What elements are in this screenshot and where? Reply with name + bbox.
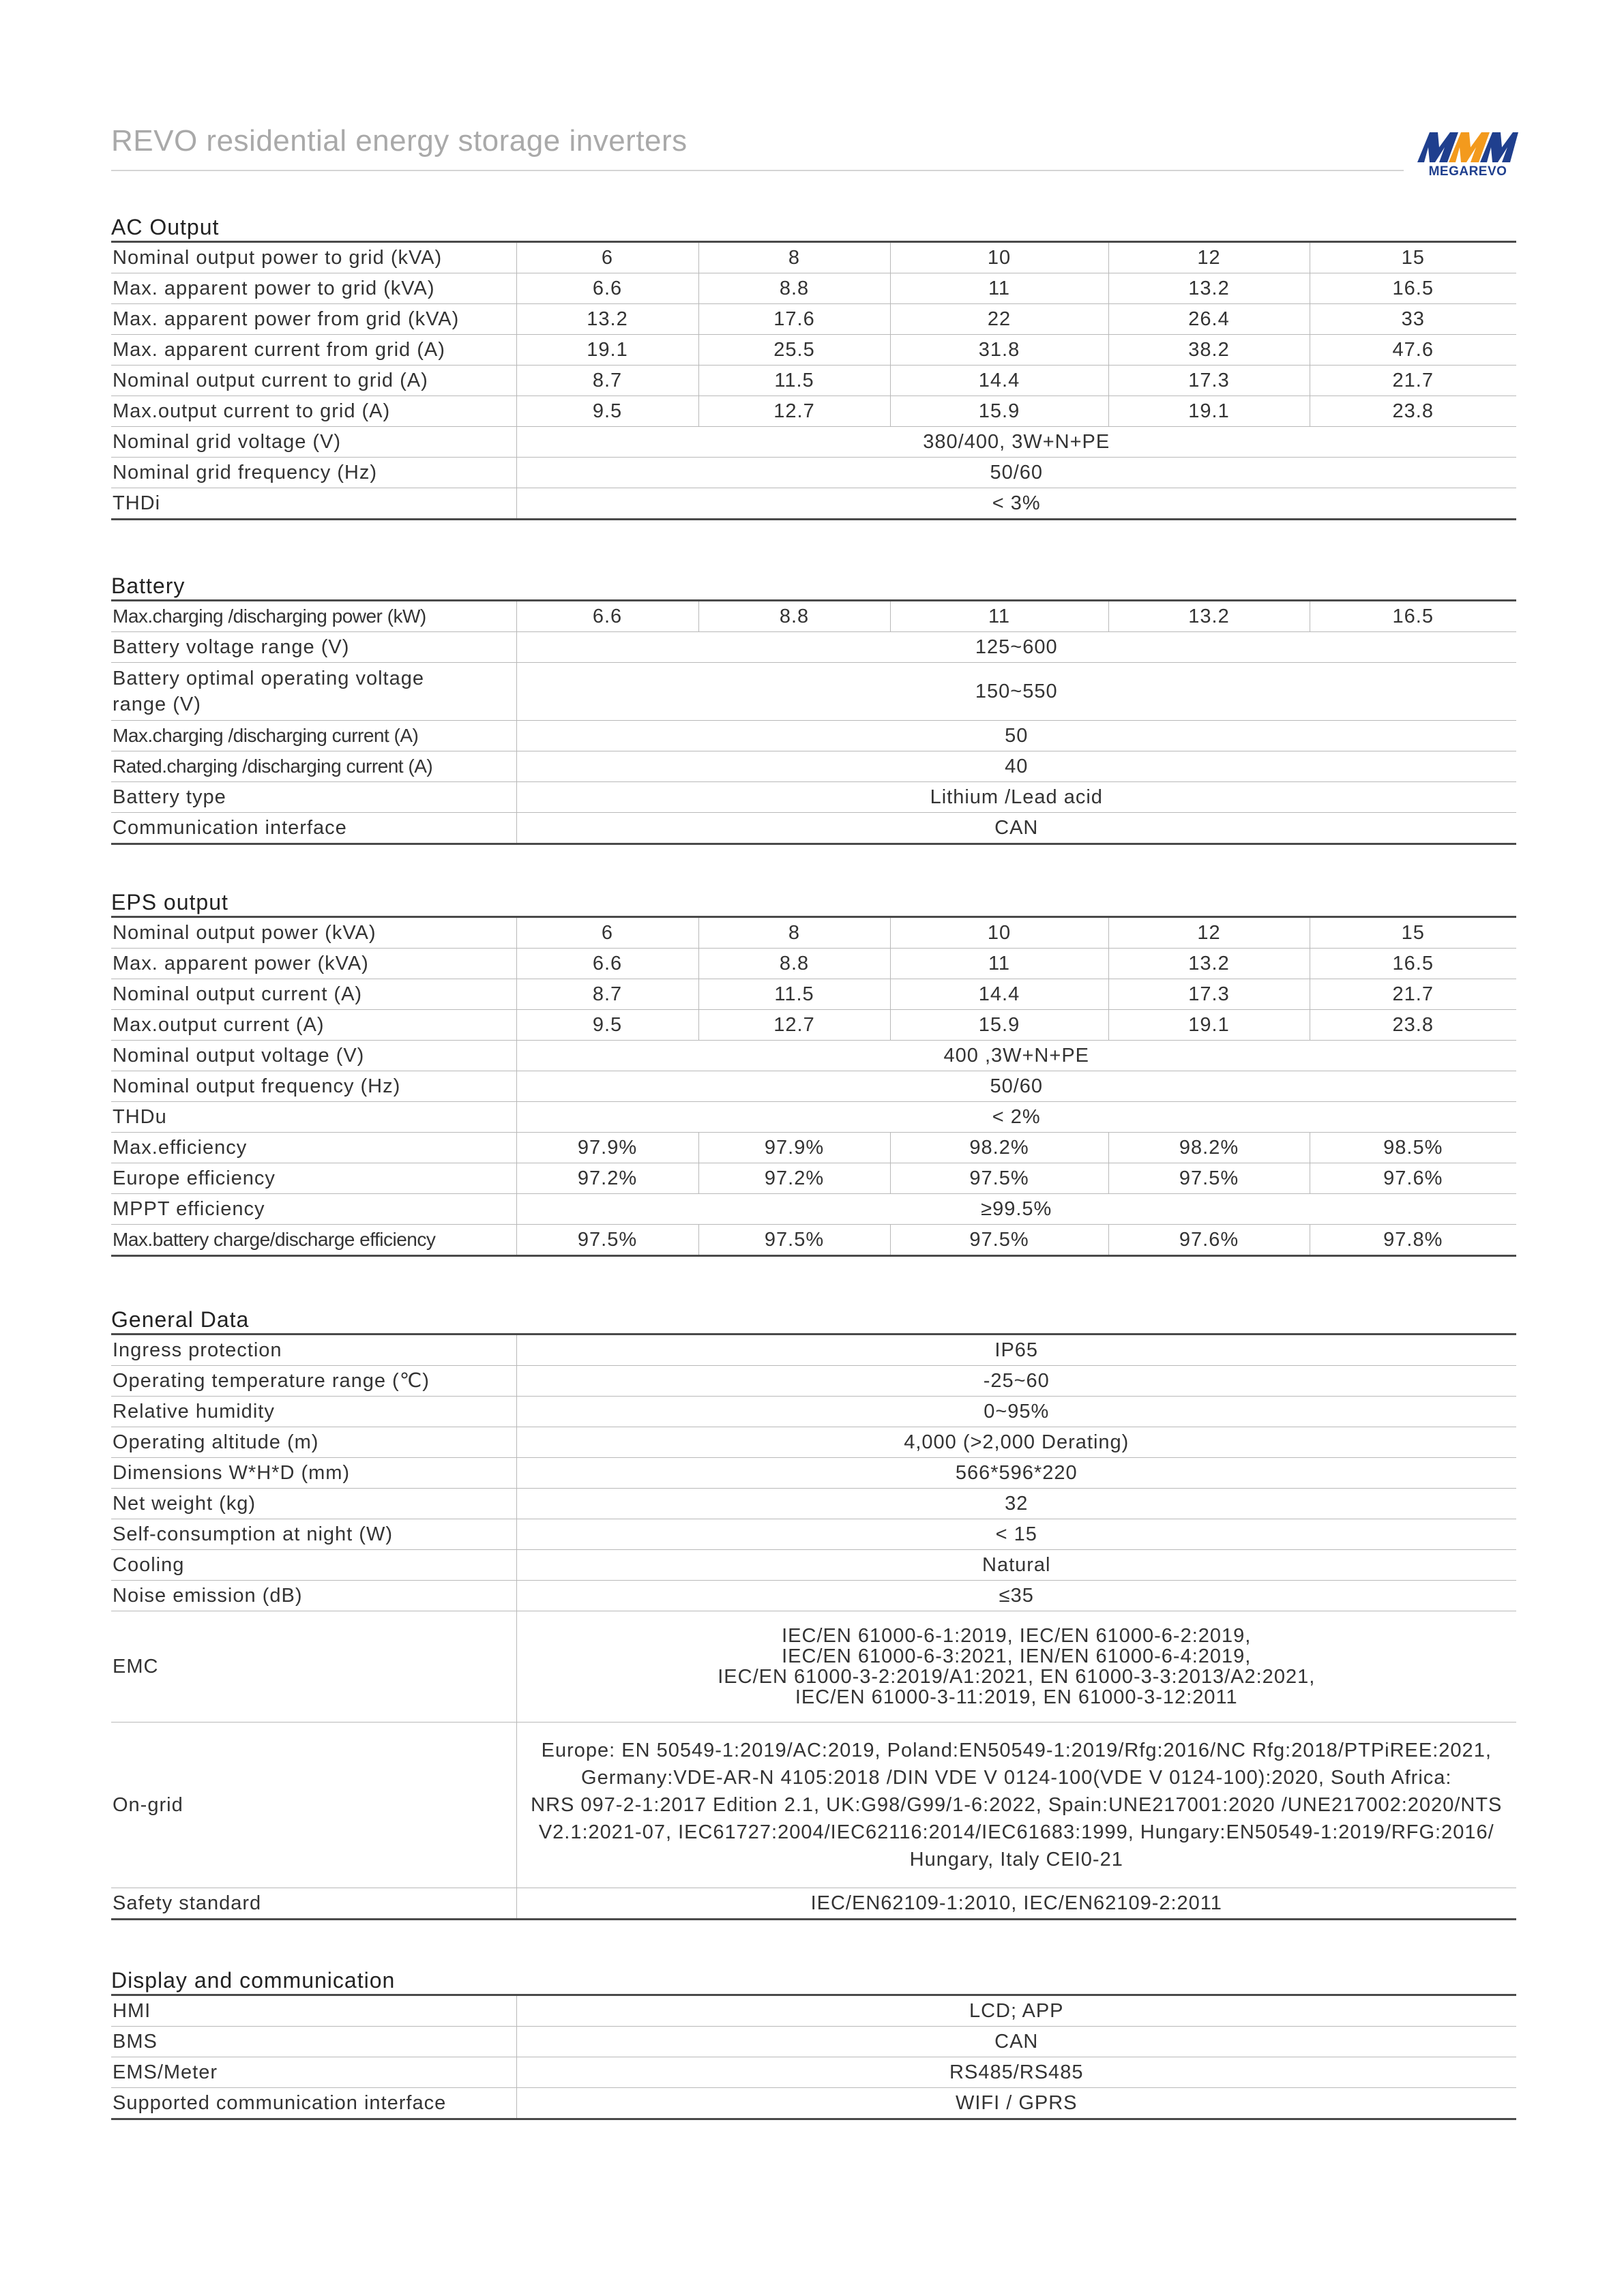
table-row <box>111 663 1516 721</box>
header-divider <box>111 170 1404 171</box>
value-cell: 14.4 <box>890 979 1108 1010</box>
value-cell: 150~550 <box>516 663 1516 721</box>
table-row <box>111 1611 1516 1723</box>
value-cell: 97.2% <box>698 1163 890 1194</box>
value-cell: 8.8 <box>698 273 890 304</box>
value-cell: 566*596*220 <box>516 1458 1516 1489</box>
value-cell: 13.2 <box>516 304 698 335</box>
value-cell: WIFI / GPRS <box>516 2088 1516 2119</box>
value-cell: < 2% <box>516 1102 1516 1133</box>
value-cell: 6 <box>516 917 698 949</box>
value-cell: 12 <box>1108 242 1310 273</box>
table-row <box>111 1581 1516 1611</box>
value-cell: 12.7 <box>698 396 890 427</box>
value-cell: LCD; APP <box>516 1995 1516 2027</box>
value-cell: 9.5 <box>516 1010 698 1041</box>
brand-name: MEGAREVO <box>1428 164 1507 179</box>
table-row <box>111 917 1516 949</box>
row-label: Battery type <box>111 782 516 813</box>
row-label: Nominal output power (kVA) <box>113 922 377 944</box>
value-cell: 32 <box>516 1489 1516 1519</box>
value-cell: 21.7 <box>1310 979 1516 1010</box>
table-row <box>111 1550 1516 1581</box>
table-row <box>111 1010 1516 1041</box>
value-cell: 8.8 <box>698 601 890 632</box>
row-label: Cooling <box>111 1550 516 1581</box>
row-label: Net weight (kg) <box>111 1489 516 1519</box>
value-cell: -25~60 <box>516 1366 1516 1397</box>
row-label: Ingress protection <box>113 1339 282 1361</box>
row-label: Nominal output current to grid (A) <box>111 366 516 396</box>
table-row <box>111 366 1516 396</box>
value-cell: 98.2% <box>890 1133 1108 1163</box>
value-cell: 11 <box>890 273 1108 304</box>
value-cell: 97.2% <box>516 1163 698 1194</box>
row-label: Max.battery charge/discharge efficiency <box>111 1225 516 1256</box>
display-communication-section <box>111 1967 1516 2120</box>
row-label: Max. apparent power from grid (kVA) <box>111 304 516 335</box>
value-cell: < 15 <box>516 1519 1516 1550</box>
value-cell: 14.4 <box>890 366 1108 396</box>
section-title: EPS output <box>111 890 228 914</box>
table-row <box>111 1397 1516 1427</box>
row-label: MPPT efficiency <box>111 1194 516 1225</box>
value-cell: IP65 <box>516 1335 1516 1366</box>
table-row <box>111 1489 1516 1519</box>
value-cell: 15.9 <box>890 1010 1108 1041</box>
value-cell: 11.5 <box>698 979 890 1010</box>
value-cell: 38.2 <box>1108 335 1310 366</box>
general-data-section <box>111 1306 1516 1920</box>
value-cell: 23.8 <box>1310 396 1516 427</box>
value-cell: IEC/EN62109-1:2010, IEC/EN62109-2:2011 <box>516 1888 1516 1920</box>
value-cell: 6 <box>516 242 698 273</box>
value-cell: 23.8 <box>1310 1010 1516 1041</box>
value-cell: 16.5 <box>1310 601 1516 632</box>
value-cell: 40 <box>516 751 1516 782</box>
table-row <box>111 396 1516 427</box>
value-cell: 125~600 <box>516 632 1516 663</box>
table-row <box>111 2088 1516 2119</box>
table-row <box>111 1366 1516 1397</box>
table-row <box>111 242 1516 273</box>
value-cell: 97.8% <box>1310 1225 1516 1256</box>
table-row <box>111 304 1516 335</box>
value-cell: 33 <box>1310 304 1516 335</box>
table-row <box>111 1723 1516 1888</box>
eps-output-section <box>111 889 1516 1257</box>
value-cell: 380/400, 3W+N+PE <box>516 427 1516 458</box>
row-label: BMS <box>111 2027 516 2057</box>
value-cell: 8 <box>698 242 890 273</box>
ac-output-section <box>111 213 1516 520</box>
row-label: Self-consumption at night (W) <box>111 1519 516 1550</box>
table-row <box>111 1335 1516 1366</box>
row-label: Max.efficiency <box>111 1133 516 1163</box>
value-cell: 98.2% <box>1108 1133 1310 1163</box>
value-cell: 10 <box>890 917 1108 949</box>
value-cell: 16.5 <box>1310 273 1516 304</box>
value-cell: 4,000 (>2,000 Derating) <box>516 1427 1516 1458</box>
row-label: Dimensions W*H*D (mm) <box>111 1458 516 1489</box>
table-row <box>111 751 1516 782</box>
table-row <box>111 601 1516 632</box>
table-row <box>111 1163 1516 1194</box>
row-label: Max. apparent power (kVA) <box>111 949 516 979</box>
row-label: Nominal grid frequency (Hz) <box>111 458 516 488</box>
value-cell: 25.5 <box>698 335 890 366</box>
table-row <box>111 427 1516 458</box>
row-label: Battery optimal operating voltage range (V) <box>111 663 516 721</box>
value-cell: ≥99.5% <box>516 1194 1516 1225</box>
value-cell: 31.8 <box>890 335 1108 366</box>
value-cell: 9.5 <box>516 396 698 427</box>
row-label: Supported communication interface <box>111 2088 516 2119</box>
value-cell: 11.5 <box>698 366 890 396</box>
table-row <box>111 1888 1516 1920</box>
value-cell: 13.2 <box>1108 273 1310 304</box>
row-label: Noise emission (dB) <box>111 1581 516 1611</box>
row-label: HMI <box>113 2000 151 2022</box>
value-cell: 8.8 <box>698 949 890 979</box>
table-row <box>111 273 1516 304</box>
row-label: Nominal output current (A) <box>111 979 516 1010</box>
battery-table <box>111 599 1516 845</box>
megarevo-logo <box>1415 128 1521 181</box>
table-row <box>111 1427 1516 1458</box>
section-title: Display and communication <box>111 1968 396 1993</box>
value-cell: 19.1 <box>516 335 698 366</box>
value-cell: 21.7 <box>1310 366 1516 396</box>
eps-output-table <box>111 916 1516 1257</box>
value-cell: 8 <box>698 917 890 949</box>
value-cell: 47.6 <box>1310 335 1516 366</box>
table-row <box>111 488 1516 520</box>
table-row <box>111 1071 1516 1102</box>
value-cell: Natural <box>516 1550 1516 1581</box>
value-cell: < 3% <box>516 488 1516 520</box>
table-row <box>111 1995 1516 2027</box>
section-title: Battery <box>111 573 186 598</box>
value-cell: 97.5% <box>890 1163 1108 1194</box>
row-label: Safety standard <box>111 1888 516 1920</box>
value-cell: 17.3 <box>1108 979 1310 1010</box>
value-cell: Europe: EN 50549-1:2019/AC:2019, Poland:EN50549-1:2019/Rfg:2016/NC Rfg:2018/PTPiREE:2021, Germany:VDE-AR-N 4105:2018 /DIN VDE V 0124-100(VDE V 0124-100):2020, South Africa: NRS 097-2-1:2017 Edition 2.1, UK:G98/G99/1-6:2022, Spain:UNE217001:2020 /UNE217002:2020/NTS V2.1:2021-07, IEC61727:2004/IEC62116:2014/IEC61683:1999, Hungary:EN50549-1:2019/RFG:2016/ Hungary, Italy CEI0-21 <box>516 1723 1516 1888</box>
value-cell: 19.1 <box>1108 396 1310 427</box>
value-cell: 98.5% <box>1310 1133 1516 1163</box>
table-row <box>111 813 1516 844</box>
value-cell: 97.6% <box>1108 1225 1310 1256</box>
value-cell: 8.7 <box>516 979 698 1010</box>
value-cell: 0~95% <box>516 1397 1516 1427</box>
row-label: Max.output current (A) <box>111 1010 516 1041</box>
value-cell: 13.2 <box>1108 601 1310 632</box>
value-cell: 15 <box>1310 242 1516 273</box>
row-label: Operating altitude (m) <box>111 1427 516 1458</box>
row-label: EMC <box>111 1611 516 1723</box>
value-cell: 12.7 <box>698 1010 890 1041</box>
row-label: THDi <box>111 488 516 520</box>
value-cell: 6.6 <box>516 601 698 632</box>
value-cell: 15.9 <box>890 396 1108 427</box>
value-cell: 6.6 <box>516 949 698 979</box>
value-cell: 17.3 <box>1108 366 1310 396</box>
value-cell: 15 <box>1310 917 1516 949</box>
row-label: Nominal output frequency (Hz) <box>111 1071 516 1102</box>
section-title: General Data <box>111 1307 250 1332</box>
table-row <box>111 1458 1516 1489</box>
value-cell: CAN <box>516 813 1516 844</box>
row-label: Nominal output power to grid (kVA) <box>113 247 443 269</box>
table-row <box>111 1041 1516 1071</box>
value-cell: IEC/EN 61000-6-1:2019, IEC/EN 61000-6-2:2019, IEC/EN 61000-6-3:2021, IEN/EN 61000-6-4:2019, IEC/EN 61000-3-2:2019/A1:2021, EN 61000-3-3:2013/A2:2021, IEC/EN 61000-3-11:2019, EN 61000-3-12:2011 <box>516 1611 1516 1723</box>
value-cell: CAN <box>516 2027 1516 2057</box>
value-cell: 400 ,3W+N+PE <box>516 1041 1516 1071</box>
value-cell: 10 <box>890 242 1108 273</box>
value-cell: 13.2 <box>1108 949 1310 979</box>
table-row <box>111 782 1516 813</box>
value-cell: 97.5% <box>516 1225 698 1256</box>
value-cell: Lithium /Lead acid <box>516 782 1516 813</box>
value-cell: 22 <box>890 304 1108 335</box>
display-communication-table <box>111 1994 1516 2120</box>
table-row <box>111 979 1516 1010</box>
value-cell: 50/60 <box>516 1071 1516 1102</box>
row-label: Max.charging /discharging power (kW) <box>113 606 426 627</box>
table-row <box>111 949 1516 979</box>
row-label: Operating temperature range (℃) <box>111 1366 516 1397</box>
table-row <box>111 2057 1516 2088</box>
row-label: Nominal grid voltage (V) <box>111 427 516 458</box>
value-cell: ≤35 <box>516 1581 1516 1611</box>
value-cell: 97.5% <box>698 1225 890 1256</box>
table-row <box>111 1519 1516 1550</box>
row-label: Max.charging /discharging current (A) <box>111 721 516 751</box>
section-title: AC Output <box>111 215 220 239</box>
value-cell: RS485/RS485 <box>516 2057 1516 2088</box>
value-cell: 11 <box>890 949 1108 979</box>
table-row <box>111 2027 1516 2057</box>
page-title: REVO residential energy storage inverters <box>111 124 688 158</box>
value-cell: 6.6 <box>516 273 698 304</box>
row-label: Max. apparent power to grid (kVA) <box>111 273 516 304</box>
value-cell: 12 <box>1108 917 1310 949</box>
row-label: THDu <box>111 1102 516 1133</box>
general-data-table <box>111 1333 1516 1920</box>
value-cell: 26.4 <box>1108 304 1310 335</box>
row-label: Rated.charging /discharging current (A) <box>111 751 516 782</box>
value-cell: 97.9% <box>516 1133 698 1163</box>
value-cell: 19.1 <box>1108 1010 1310 1041</box>
value-cell: 97.5% <box>1108 1163 1310 1194</box>
row-label: Europe efficiency <box>111 1163 516 1194</box>
table-row <box>111 458 1516 488</box>
value-cell: 50/60 <box>516 458 1516 488</box>
battery-section <box>111 572 1516 845</box>
table-row <box>111 1133 1516 1163</box>
ac-output-table <box>111 241 1516 520</box>
value-cell: 8.7 <box>516 366 698 396</box>
row-label: EMS/Meter <box>111 2057 516 2088</box>
value-cell: 97.5% <box>890 1225 1108 1256</box>
row-label: Battery voltage range (V) <box>111 632 516 663</box>
row-label: Max. apparent current from grid (A) <box>111 335 516 366</box>
table-row <box>111 632 1516 663</box>
row-label: Relative humidity <box>111 1397 516 1427</box>
value-cell: 50 <box>516 721 1516 751</box>
row-label: Nominal output voltage (V) <box>111 1041 516 1071</box>
value-cell: 97.6% <box>1310 1163 1516 1194</box>
table-row <box>111 1225 1516 1256</box>
value-cell: 17.6 <box>698 304 890 335</box>
table-row <box>111 721 1516 751</box>
value-cell: 11 <box>890 601 1108 632</box>
row-label: Max.output current to grid (A) <box>111 396 516 427</box>
row-label: On-grid <box>111 1723 516 1888</box>
logo-mark-icon <box>1415 128 1521 166</box>
row-label: Communication interface <box>111 813 516 844</box>
table-row <box>111 1194 1516 1225</box>
table-row <box>111 335 1516 366</box>
table-row <box>111 1102 1516 1133</box>
value-cell: 97.9% <box>698 1133 890 1163</box>
value-cell: 16.5 <box>1310 949 1516 979</box>
